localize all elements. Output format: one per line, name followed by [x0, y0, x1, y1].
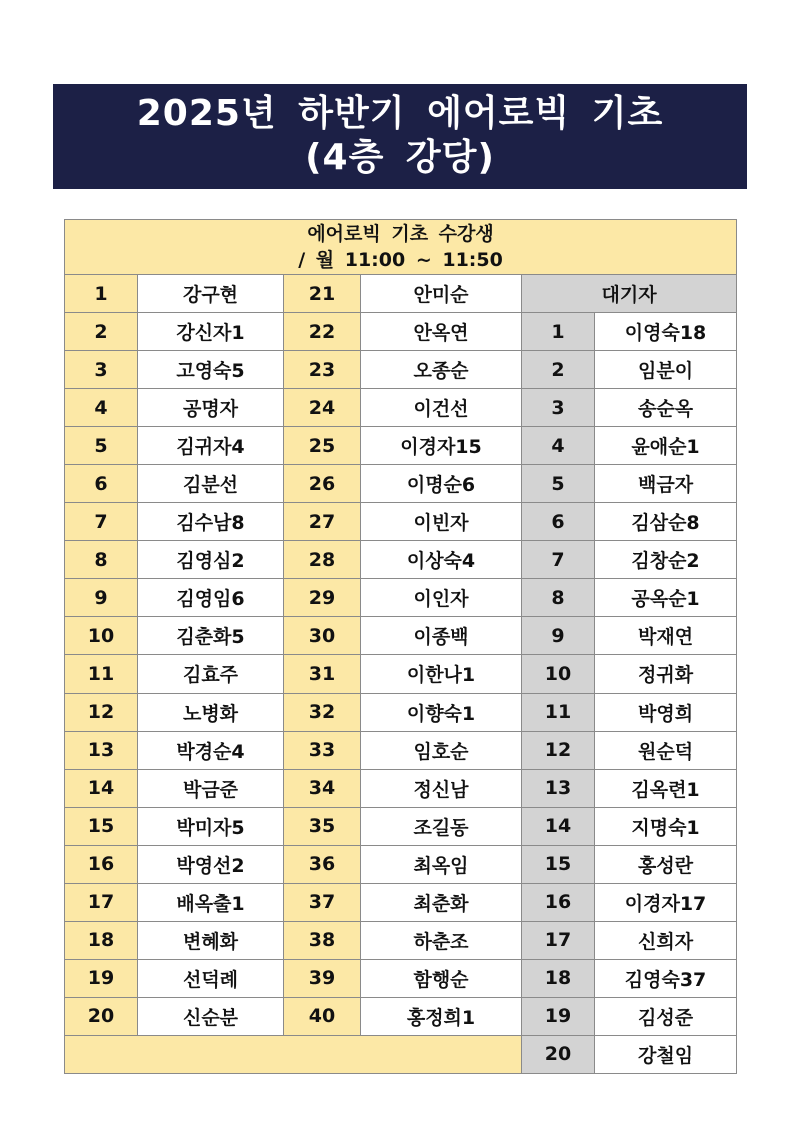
waitlist-name: 이영숙18	[595, 313, 737, 351]
table-row	[65, 541, 737, 579]
waitlist-name: 김삼순8	[595, 503, 737, 541]
student-name: 김영심2	[138, 541, 284, 579]
waitlist-number: 7	[522, 541, 595, 579]
student-number: 15	[65, 807, 138, 845]
roster-header	[65, 220, 737, 275]
table-row	[65, 883, 737, 921]
student-number: 32	[284, 693, 361, 731]
student-number: 6	[65, 465, 138, 503]
class-schedule: / 월 11:00 ~ 11:50	[298, 249, 503, 271]
student-number: 5	[65, 427, 138, 465]
table-row	[65, 503, 737, 541]
waitlist-name: 김옥련1	[595, 769, 737, 807]
student-number: 28	[284, 541, 361, 579]
student-name: 신순분	[138, 997, 284, 1035]
table-row	[65, 807, 737, 845]
student-name: 오종순	[361, 351, 522, 389]
student-name: 노병화	[138, 693, 284, 731]
student-name: 고영숙5	[138, 351, 284, 389]
student-number: 37	[284, 883, 361, 921]
student-number: 38	[284, 921, 361, 959]
student-name: 박미자5	[138, 807, 284, 845]
student-name: 안옥연	[361, 313, 522, 351]
student-name: 박영선2	[138, 845, 284, 883]
student-name: 이명순6	[361, 465, 522, 503]
student-name: 김귀자4	[138, 427, 284, 465]
waitlist-name: 임분이	[595, 351, 737, 389]
table-row	[65, 731, 737, 769]
waitlist-name: 정귀화	[595, 655, 737, 693]
waitlist-name: 이경자17	[595, 883, 737, 921]
student-name: 이건선	[361, 389, 522, 427]
student-number: 16	[65, 845, 138, 883]
roster-table	[64, 219, 737, 1074]
student-number: 20	[65, 997, 138, 1035]
student-number: 34	[284, 769, 361, 807]
student-name: 김영임6	[138, 579, 284, 617]
student-number: 22	[284, 313, 361, 351]
table-row	[65, 769, 737, 807]
student-name: 김춘화5	[138, 617, 284, 655]
student-name: 선덕례	[138, 959, 284, 997]
waitlist-name: 박재연	[595, 617, 737, 655]
waitlist-number: 8	[522, 579, 595, 617]
student-number: 40	[284, 997, 361, 1035]
waitlist-name: 박영희	[595, 693, 737, 731]
student-number: 39	[284, 959, 361, 997]
table-row	[65, 617, 737, 655]
waitlist-number: 5	[522, 465, 595, 503]
waitlist-name: 원순덕	[595, 731, 737, 769]
student-name: 이경자15	[361, 427, 522, 465]
student-number: 9	[65, 579, 138, 617]
waitlist-name: 지명숙1	[595, 807, 737, 845]
student-number: 33	[284, 731, 361, 769]
student-number: 14	[65, 769, 138, 807]
student-number: 19	[65, 959, 138, 997]
student-number: 8	[65, 541, 138, 579]
student-number: 27	[284, 503, 361, 541]
title-location: (4층 강당)	[305, 137, 495, 178]
waitlist-number: 13	[522, 769, 595, 807]
waitlist-number: 20	[522, 1035, 595, 1073]
table-row	[65, 693, 737, 731]
title-main: 2025년 하반기 에어로빅 기초	[136, 93, 664, 134]
student-name: 박금준	[138, 769, 284, 807]
table-row	[65, 845, 737, 883]
student-number: 35	[284, 807, 361, 845]
table-row	[65, 959, 737, 997]
waitlist-number: 6	[522, 503, 595, 541]
waitlist-number: 12	[522, 731, 595, 769]
waitlist-name: 김창순2	[595, 541, 737, 579]
student-name: 이빈자	[361, 503, 522, 541]
student-name: 임호순	[361, 731, 522, 769]
student-number: 7	[65, 503, 138, 541]
waitlist-name: 백금자	[595, 465, 737, 503]
student-number: 29	[284, 579, 361, 617]
waitlist-name: 윤애순1	[595, 427, 737, 465]
student-name: 이종백	[361, 617, 522, 655]
table-row	[65, 465, 737, 503]
student-number: 17	[65, 883, 138, 921]
student-name: 강신자1	[138, 313, 284, 351]
waitlist-number: 2	[522, 351, 595, 389]
waitlist-name: 신희자	[595, 921, 737, 959]
waitlist-name: 김영숙37	[595, 959, 737, 997]
table-row	[65, 1035, 737, 1073]
student-name: 조길동	[361, 807, 522, 845]
student-name: 강구현	[138, 275, 284, 313]
waitlist-name: 공옥순1	[595, 579, 737, 617]
student-name: 하춘조	[361, 921, 522, 959]
table-row	[65, 351, 737, 389]
student-name: 박경순4	[138, 731, 284, 769]
student-name: 홍정희1	[361, 997, 522, 1035]
table-row	[65, 275, 737, 313]
waitlist-number: 16	[522, 883, 595, 921]
table-row	[65, 313, 737, 351]
waitlist-number: 19	[522, 997, 595, 1035]
waitlist-number: 18	[522, 959, 595, 997]
empty-cell	[65, 1035, 522, 1073]
student-number: 12	[65, 693, 138, 731]
student-name: 이향숙1	[361, 693, 522, 731]
student-name: 이한나1	[361, 655, 522, 693]
student-number: 13	[65, 731, 138, 769]
student-number: 30	[284, 617, 361, 655]
waitlist-number: 17	[522, 921, 595, 959]
waitlist-number: 9	[522, 617, 595, 655]
waitlist-header: 대기자	[522, 275, 737, 313]
waitlist-number: 11	[522, 693, 595, 731]
student-number: 2	[65, 313, 138, 351]
table-row	[65, 427, 737, 465]
student-number: 25	[284, 427, 361, 465]
table-row	[65, 579, 737, 617]
student-number: 1	[65, 275, 138, 313]
student-number: 24	[284, 389, 361, 427]
student-number: 23	[284, 351, 361, 389]
waitlist-name: 홍성란	[595, 845, 737, 883]
student-number: 10	[65, 617, 138, 655]
waitlist-number: 3	[522, 389, 595, 427]
student-number: 11	[65, 655, 138, 693]
title-banner	[53, 84, 747, 189]
waitlist-number: 15	[522, 845, 595, 883]
table-row	[65, 655, 737, 693]
table-row	[65, 997, 737, 1035]
student-name: 이인자	[361, 579, 522, 617]
student-number: 36	[284, 845, 361, 883]
waitlist-name: 강철임	[595, 1035, 737, 1073]
student-number: 4	[65, 389, 138, 427]
student-number: 18	[65, 921, 138, 959]
student-name: 이상숙4	[361, 541, 522, 579]
waitlist-number: 10	[522, 655, 595, 693]
class-name: 에어로빅 기초 수강생	[307, 223, 494, 245]
waitlist-name: 송순옥	[595, 389, 737, 427]
student-number: 21	[284, 275, 361, 313]
student-name: 함행순	[361, 959, 522, 997]
student-name: 김수남8	[138, 503, 284, 541]
student-name: 최옥임	[361, 845, 522, 883]
student-name: 최춘화	[361, 883, 522, 921]
waitlist-number: 1	[522, 313, 595, 351]
student-number: 26	[284, 465, 361, 503]
waitlist-name: 김성준	[595, 997, 737, 1035]
student-name: 김효주	[138, 655, 284, 693]
student-name: 배옥출1	[138, 883, 284, 921]
waitlist-number: 14	[522, 807, 595, 845]
table-row	[65, 921, 737, 959]
student-name: 공명자	[138, 389, 284, 427]
student-name: 김분선	[138, 465, 284, 503]
student-number: 3	[65, 351, 138, 389]
student-name: 안미순	[361, 275, 522, 313]
student-number: 31	[284, 655, 361, 693]
table-row	[65, 389, 737, 427]
student-name: 변혜화	[138, 921, 284, 959]
waitlist-number: 4	[522, 427, 595, 465]
student-name: 정신남	[361, 769, 522, 807]
